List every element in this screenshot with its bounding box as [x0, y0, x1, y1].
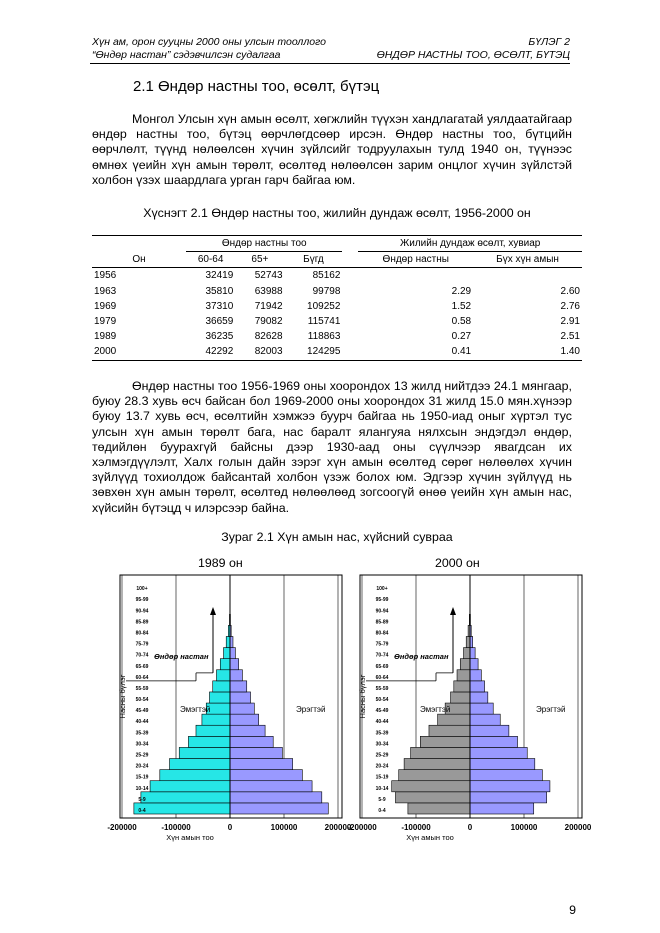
y-axis-label: Насны бүлэг [358, 674, 367, 719]
x-tick-label: 0 [467, 823, 473, 832]
age-tick-label: 50-54 [375, 697, 389, 704]
bar-male [470, 692, 488, 703]
age-tick-label: 65-69 [135, 663, 149, 670]
bar-male [230, 714, 259, 725]
bar-male [230, 736, 273, 747]
bar-male [470, 781, 550, 792]
age-tick-label: 40-44 [375, 719, 389, 726]
bar-male [470, 648, 475, 659]
population-pyramid-2000 [347, 573, 592, 845]
elderly-population-table [92, 235, 582, 361]
page-number: 9 [569, 903, 576, 917]
age-tick-label: 80-84 [135, 630, 149, 637]
bar-female [408, 803, 470, 814]
bar-male [470, 725, 509, 736]
table-row [92, 284, 582, 299]
age-tick-label: 15-19 [135, 774, 149, 781]
y-axis-label: Насны бүлэг [118, 674, 127, 719]
table-cell: 2.29 [451, 285, 472, 297]
age-tick-label: 75-79 [135, 641, 149, 648]
table-cell: 109252 [307, 300, 341, 312]
table-cell: 1.52 [451, 300, 472, 312]
table-cell: 36235 [205, 331, 234, 343]
table-group-header [92, 236, 582, 252]
x-tick-label: -100000 [401, 823, 431, 832]
age-tick-label: 85-89 [375, 619, 389, 626]
bar-female [411, 747, 470, 758]
table-cell [473, 268, 582, 284]
running-header-right [377, 36, 570, 62]
bar-male [470, 670, 481, 681]
age-tick-label: 5-9 [378, 796, 386, 803]
x-tick-label: 100000 [270, 823, 298, 832]
female-label: Эмэгтэй [180, 705, 211, 715]
bar-female [464, 648, 470, 659]
bar-male [230, 681, 247, 692]
bar-female [457, 670, 470, 681]
age-tick-label: 60-64 [375, 674, 389, 681]
bar-male [470, 681, 485, 692]
x-tick-label: -200000 [347, 823, 377, 832]
group-header-growth: Жилийн дундаж өсөлт, хувиар [358, 236, 582, 252]
x-tick-label: 200000 [324, 823, 352, 832]
table-row [92, 314, 582, 329]
table-cell: 1963 [94, 285, 117, 297]
bar-female [429, 725, 470, 736]
bar-female [213, 681, 230, 692]
table-cell: 1989 [94, 331, 117, 343]
age-tick-label: 0-4 [378, 808, 386, 814]
male-label: Эрэгтэй [296, 705, 326, 715]
table-cell: 82003 [235, 344, 284, 360]
x-tick-label: -200000 [107, 823, 137, 832]
x-axis-label: Хүн амын тоо [406, 833, 454, 842]
age-tick-label: 55-59 [375, 685, 389, 692]
bar-female [404, 759, 470, 770]
annotation-label: Өндөр настан [394, 651, 449, 661]
age-tick-label: 35-39 [375, 730, 389, 737]
col-header-total-growth: Бүх хүн амын [473, 252, 582, 268]
bar-male [230, 670, 242, 681]
bar-female [399, 770, 470, 781]
age-tick-label: 30-34 [375, 741, 389, 748]
bar-male [230, 648, 235, 659]
col-header-elderly-growth: Өндөр настны [358, 252, 473, 268]
col-header-65plus: 65+ [235, 252, 284, 268]
age-tick-label: 60-64 [135, 674, 149, 681]
bar-female [141, 792, 230, 803]
table-cell: 82628 [254, 331, 283, 343]
table-cell: 37310 [205, 300, 234, 312]
x-tick-label: -100000 [161, 823, 191, 832]
age-tick-label: 95-99 [135, 597, 149, 604]
header-right-line1: БҮЛЭГ 2 [528, 36, 570, 48]
col-header-year: Он [92, 252, 186, 268]
age-tick-label: 70-74 [135, 652, 149, 659]
age-tick-label: 10-14 [135, 785, 149, 792]
table-cell: 85162 [312, 270, 341, 282]
age-tick-label: 30-34 [135, 741, 149, 748]
bar-female [451, 692, 470, 703]
age-tick-label: 55-59 [135, 685, 149, 692]
table-caption: Хүснэгт 2.1 Өндөр настны тоо, жилийн дундаж өсөлт, 1956-2000 он [143, 206, 531, 220]
age-tick-label: 35-39 [135, 730, 149, 737]
age-tick-label: 70-74 [375, 652, 389, 659]
table-cell: 1969 [94, 300, 117, 312]
bar-female [438, 714, 470, 725]
table-cell: 2.60 [560, 285, 580, 297]
age-tick-label: 100+ [376, 586, 388, 593]
table-row [92, 344, 582, 360]
header-divider [90, 63, 570, 64]
table-cell: 2.51 [560, 331, 580, 343]
figure-caption: Зураг 2.1 Хүн амын нас, хүйсний сувраа [221, 530, 453, 544]
bar-female [188, 736, 230, 747]
bar-male [470, 659, 478, 670]
bar-male [230, 659, 239, 670]
table-cell [358, 268, 473, 284]
bar-male [470, 770, 542, 781]
table-cell: 115741 [307, 316, 341, 328]
bar-female [226, 636, 230, 647]
bar-female [209, 692, 230, 703]
table-cell: 0.27 [451, 331, 472, 343]
age-tick-label: 25-29 [375, 752, 389, 759]
bar-male [470, 747, 527, 758]
table-cell: 52743 [254, 270, 283, 282]
bar-female [224, 648, 230, 659]
group-header-elderly: Өндөр настны тоо [186, 236, 342, 252]
bar-male [230, 725, 265, 736]
age-tick-label: 75-79 [375, 641, 389, 648]
bar-female [220, 659, 230, 670]
table-cell: 124295 [285, 344, 343, 360]
bar-male [230, 781, 312, 792]
bar-female [179, 747, 230, 758]
section-title: 2.1 Өндөр настны тоо, өсөлт, бүтэц [133, 78, 380, 95]
bar-female [460, 659, 470, 670]
age-tick-label: 45-49 [135, 708, 149, 715]
table-cell: 118863 [307, 331, 341, 343]
running-header-left [92, 36, 326, 62]
age-tick-label: 20-24 [135, 763, 149, 770]
bar-male [230, 792, 322, 803]
bar-male [470, 736, 518, 747]
table-cell: 1979 [94, 316, 117, 328]
table-row [92, 299, 582, 314]
age-tick-label: 90-94 [375, 608, 389, 615]
table-cell: 32419 [205, 270, 234, 282]
bar-male [230, 770, 302, 781]
age-tick-label: 45-49 [375, 708, 389, 715]
x-tick-label: 100000 [510, 823, 538, 832]
bar-male [230, 803, 328, 814]
bar-male [470, 759, 535, 770]
bar-female [466, 636, 470, 647]
bar-female [392, 781, 470, 792]
table-cell: 1.40 [473, 344, 582, 360]
bar-male [470, 703, 493, 714]
annotation-label: Өндөр настан [154, 651, 209, 661]
age-tick-label: 15-19 [375, 774, 389, 781]
bar-female [196, 725, 230, 736]
bar-male [230, 703, 254, 714]
table-cell: 99798 [312, 285, 341, 297]
col-header-total: Бүгд [285, 252, 343, 268]
header-right-line2: ӨНДӨР НАСТНЫ ТОО, ӨСӨЛТ, БҮТЭЦ [376, 49, 570, 61]
table-cell: 0.58 [451, 316, 472, 328]
bar-female [217, 670, 231, 681]
age-tick-label: 90-94 [135, 608, 149, 615]
age-tick-label: 80-84 [375, 630, 389, 637]
table-cell: 2.91 [560, 316, 580, 328]
bar-female [454, 681, 470, 692]
table-cell: 42292 [186, 344, 235, 360]
table-cell: 2000 [92, 344, 186, 360]
age-tick-label: 85-89 [135, 619, 149, 626]
table-row [92, 268, 582, 284]
x-tick-label: 0 [227, 823, 233, 832]
table-cell: 2.76 [560, 300, 580, 312]
age-tick-label: 20-24 [375, 763, 389, 770]
chart-title-1989: 1989 он [198, 556, 243, 570]
table-cell: 1956 [94, 270, 117, 282]
bar-male [470, 792, 547, 803]
header-left-line1: Хүн ам, орон сууцны 2000 оны улсын тооллого [92, 36, 327, 48]
age-tick-label: 95-99 [375, 597, 389, 604]
age-tick-label: 100+ [136, 586, 148, 593]
female-label: Эмэгтэй [420, 705, 451, 715]
bar-male [470, 714, 500, 725]
age-tick-label: 10-14 [375, 785, 389, 792]
bar-female [160, 770, 230, 781]
x-tick-label: 200000 [564, 823, 592, 832]
table-row [92, 329, 582, 344]
col-header-60-64: 60-64 [186, 252, 235, 268]
table-cell: 79082 [254, 316, 283, 328]
table-column-header [92, 252, 582, 268]
age-tick-label: 40-44 [135, 719, 149, 726]
x-axis-label: Хүн амын тоо [166, 833, 214, 842]
age-tick-label: 65-69 [375, 663, 389, 670]
population-pyramid-1989 [107, 573, 352, 845]
age-tick-label: 5-9 [138, 796, 146, 803]
male-label: Эрэгтэй [536, 705, 566, 715]
table-cell: 63988 [254, 285, 283, 297]
bar-male [230, 747, 282, 758]
table-cell: 0.41 [358, 344, 473, 360]
bar-male [230, 759, 293, 770]
age-tick-label: 50-54 [135, 697, 149, 704]
bar-male [230, 692, 251, 703]
age-tick-label: 0-4 [138, 808, 146, 814]
bar-female [202, 714, 230, 725]
bar-male [470, 803, 534, 814]
bar-female [395, 792, 470, 803]
paragraph-2: Өндөр настны тоо 1956-1969 оны хоорондох 13 жилд нийтдээ 24.1 мянгаар, буюу 28.3 хувь өсч байсан бол 1969-2000 оны хоорондох 31 жилд 15.0 мян.хүнээр буюу 13.7 хувь өсч, өсөлтийн хэмжээ буурч байгаа нь 1950-иад оныг хүртэл тус улсын хүн амын төрөлт бага, нас баралт ялангуяа нялхсын эндэгдэл өндөр, төдийлөн буурахгүй байсны дээр 1930-аад оны сүүлчээр явагдсан их хэлмэгдүүлэлт, Халх голын дайн зэрэг хүн амын өсөлтөд сөрөг нөлөөлөх хүчин зүйлүүд тохиолдож байсантай холбон үзэж болох юм. Эдгээр хүчин зүйлүүд нь зөвхөн хүн амын төрөлт, өсөлтөд нөлөөлөөд зогсоогүй өнөө үеийн хүн амын нас, хүйсийн бүтэцд ч илэрсээр байна. [92, 379, 572, 515]
age-tick-label: 25-29 [135, 752, 149, 759]
chart-title-2000: 2000 он [435, 556, 480, 570]
bar-female [170, 759, 230, 770]
bar-female [420, 736, 470, 747]
bar-female [150, 781, 230, 792]
bar-female [134, 803, 230, 814]
table-cell: 35810 [205, 285, 234, 297]
table-cell: 36659 [205, 316, 234, 328]
table-cell: 71942 [254, 300, 283, 312]
header-left-line2: “Өндөр настан” сэдэвчилсэн судалгаа [92, 49, 281, 61]
paragraph-1: Монгол Улсын хүн амын өсөлт, хөгжлийн түүхэн хандлагатай уялдаатайгаар өндөр настны тоо, бүтэц өөрчлөгдсөөр ирсэн. Өндөр настны тоо, бүтцийн өөрчлөлт, түүнд нөлөөлсөн хүчин зүйлсийг тодруулахын тулд 1940 он, түүнээс өмнөх үеийн хүн амын төрөлт, өсөлтөд нөлөөлсөн зарим онцлог хүчин зүйлстэй холбон үзэх шаардлага урган гарч байгаа юм. [92, 112, 572, 187]
